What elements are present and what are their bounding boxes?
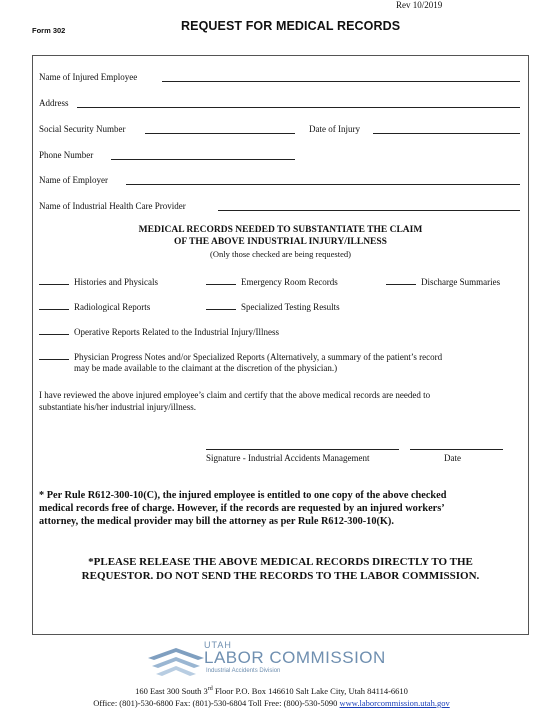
- records-section-subtitle: (Only those checked are being requested): [210, 249, 351, 259]
- records-section-title-1: MEDICAL RECORDS NEEDED TO SUBSTANTIATE THE CLAIM: [138, 225, 423, 235]
- radiological-item[interactable]: Radiological Reports: [39, 301, 150, 312]
- ssn-label: Social Security Number: [39, 124, 126, 134]
- logo-mark-icon: [148, 648, 204, 678]
- injured-employee-field[interactable]: [162, 81, 520, 82]
- phone-field[interactable]: [111, 159, 295, 160]
- emergency-item[interactable]: Emergency Room Records: [206, 276, 338, 287]
- revision-date: Rev 10/2019: [396, 0, 443, 10]
- address-label: Address: [39, 98, 69, 108]
- employer-label: Name of Employer: [39, 175, 108, 185]
- form-number: Form 302: [32, 26, 66, 35]
- injured-employee-label: Name of Injured Employee: [39, 72, 138, 82]
- rule-note-line-2: medical records free of charge. However, if the records are requested by an injured workers’: [39, 503, 445, 514]
- website-link[interactable]: www.laborcommission.utah.gov: [339, 698, 450, 708]
- rule-note-line-1: * Per Rule R612-300-10(C), the injured employee is entitled to one copy of the above checked: [39, 490, 447, 501]
- address-field[interactable]: [77, 107, 520, 108]
- page-title: REQUEST FOR MEDICAL RECORDS: [181, 19, 401, 33]
- date-of-injury-label: Date of Injury: [309, 124, 360, 134]
- signature-date-label: Date: [444, 453, 461, 463]
- operative-item[interactable]: Operative Reports Related to the Industrial Injury/Illness: [39, 326, 279, 337]
- logo-division: Industrial Accidents Division: [206, 668, 281, 674]
- operative-checkbox[interactable]: [39, 326, 69, 335]
- radiological-checkbox[interactable]: [39, 301, 69, 310]
- rule-note-line-3: attorney, the medical provider may bill the attorney as per Rule R612-300-10(K).: [39, 516, 394, 527]
- records-section-title-2: OF THE ABOVE INDUSTRIAL INJURY/ILLNESS: [174, 237, 387, 247]
- logo-state: UTAH: [204, 640, 232, 650]
- footer-address: 160 East 300 South 3rd Floor P.O. Box 146610 Salt Lake City, Utah 84114-6610: [135, 686, 408, 696]
- form-box: [32, 55, 529, 635]
- release-note-line-1: *PLEASE RELEASE THE ABOVE MEDICAL RECORDS DIRECTLY TO THE: [88, 556, 473, 568]
- footer-contact: Office: (801)-530-6800 Fax: (801)-530-6804 Toll Free: (800)-530-5090 www.laborcommission.utah.gov: [93, 698, 450, 708]
- histories-item[interactable]: Histories and Physicals: [39, 276, 158, 287]
- discharge-item[interactable]: Discharge Summaries: [386, 276, 500, 287]
- certification-line-1: I have reviewed the above injured employee’s claim and certify that the above medical records are needed to: [39, 390, 431, 400]
- employer-field[interactable]: [126, 184, 520, 185]
- labor-commission-logo: [148, 640, 398, 682]
- signature-field[interactable]: [206, 449, 399, 450]
- progress-notes-checkbox[interactable]: [39, 351, 69, 360]
- signature-label: Signature - Industrial Accidents Management: [206, 453, 370, 463]
- date-of-injury-field[interactable]: [373, 133, 520, 134]
- logo-name: LABOR COMMISSION: [204, 648, 386, 667]
- provider-field[interactable]: [218, 210, 520, 211]
- certification-line-2: substantiate his/her industrial injury/illness.: [39, 402, 196, 412]
- specialized-testing-checkbox[interactable]: [206, 301, 236, 310]
- progress-notes-continuation: may be made available to the claimant at the discretion of the physician.): [74, 363, 338, 373]
- signature-date-field[interactable]: [410, 449, 503, 450]
- release-note-line-2: REQUESTOR. DO NOT SEND THE RECORDS TO THE LABOR COMMISSION.: [81, 570, 480, 582]
- specialized-testing-item[interactable]: Specialized Testing Results: [206, 301, 340, 312]
- emergency-checkbox[interactable]: [206, 276, 236, 285]
- histories-checkbox[interactable]: [39, 276, 69, 285]
- progress-notes-item[interactable]: Physician Progress Notes and/or Specialized Reports (Alternatively, a summary of the patient’s record: [39, 351, 442, 362]
- discharge-checkbox[interactable]: [386, 276, 416, 285]
- phone-label: Phone Number: [39, 150, 94, 160]
- provider-label: Name of Industrial Health Care Provider: [39, 201, 186, 211]
- ssn-field[interactable]: [145, 133, 295, 134]
